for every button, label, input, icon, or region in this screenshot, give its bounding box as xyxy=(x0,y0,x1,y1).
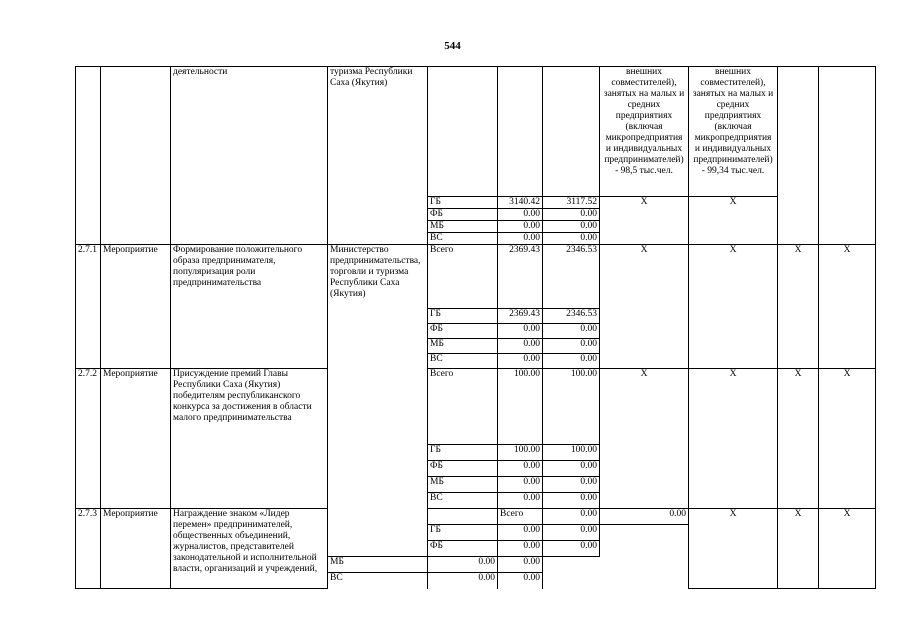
value-cell: 0.00 xyxy=(543,461,600,477)
value-cell: 0.00 xyxy=(498,573,543,589)
mark-cell: Х xyxy=(600,197,689,245)
value-cell: 0.00 xyxy=(498,221,543,233)
value-cell: 0.00 xyxy=(543,493,600,509)
table-row xyxy=(76,67,876,197)
page-number: 544 xyxy=(444,40,461,52)
mark-cell: Х xyxy=(819,509,876,589)
value-cell xyxy=(543,67,600,197)
source-cell: ФБ xyxy=(428,324,498,339)
source-cell: МБ xyxy=(428,221,498,233)
table-row xyxy=(76,509,876,525)
value-cell: 0.00 xyxy=(498,493,543,509)
activity-type: Мероприятие xyxy=(101,509,171,589)
value-cell: 100.00 xyxy=(543,369,600,445)
activity-responsible xyxy=(428,509,498,525)
source-cell: ВС xyxy=(428,354,498,369)
mark-cell: Х xyxy=(689,509,778,589)
value-cell: 0.00 xyxy=(498,541,543,557)
mark-cell: Х xyxy=(819,369,876,509)
value-cell: 0.00 xyxy=(498,324,543,339)
mark-cell: Х xyxy=(778,509,819,589)
value-cell: 2346.53 xyxy=(543,309,600,324)
activity-responsible: Министерство предпринимательства, торговли и туризма Республики Саха (Якутия) xyxy=(328,245,428,557)
value-cell: 0.00 xyxy=(498,339,543,354)
type-cell xyxy=(101,67,171,245)
source-cell: ФБ xyxy=(428,461,498,477)
activity-type: Мероприятие xyxy=(101,369,171,509)
source-cell: ГБ xyxy=(428,197,498,209)
source-cell: ФБ xyxy=(428,541,498,557)
code-cell xyxy=(76,67,101,245)
table-row xyxy=(76,245,876,309)
mark-cell: Х xyxy=(689,245,778,369)
source-cell: ВС xyxy=(328,573,428,589)
value-cell: 2369.43 xyxy=(498,245,543,309)
source-cell: ВС xyxy=(428,233,498,245)
value-cell: 0.00 xyxy=(543,354,600,369)
value-cell: 0.00 xyxy=(498,209,543,221)
source-cell: Всего xyxy=(428,369,498,445)
mark-cell: Х xyxy=(819,245,876,369)
source-cell: ВС xyxy=(428,493,498,509)
value-cell: 2346.53 xyxy=(543,245,600,309)
mark-cell: Х xyxy=(689,369,778,509)
value-cell: 0.00 xyxy=(498,233,543,245)
source-cell: МБ xyxy=(428,477,498,493)
activity-description: Формирование положительного образа предпринимателя, популяризация роли предпринимательства xyxy=(171,245,328,369)
value-cell: 100.00 xyxy=(498,369,543,445)
value-cell: 0.00 xyxy=(543,339,600,354)
activity-type: Мероприятие xyxy=(101,245,171,369)
source-cell: МБ xyxy=(428,339,498,354)
value-cell: 0.00 xyxy=(498,557,543,573)
value-cell: 0.00 xyxy=(600,509,689,525)
value-cell: 0.00 xyxy=(543,324,600,339)
mark-cell: Х xyxy=(600,369,689,509)
value-cell: 0.00 xyxy=(543,477,600,493)
activity-code: 2.7.1 xyxy=(76,245,101,369)
budget-table xyxy=(75,66,876,589)
indicator-cell: внешних совместителей), занятых на малых и средних предприятиях (включая микропредприятия и индивидуальных предпринимателей) - 98,5 тыс.чел. xyxy=(600,67,689,197)
table-row xyxy=(76,369,876,445)
value-cell: 0.00 xyxy=(543,541,600,557)
source-cell: ГБ xyxy=(428,525,498,541)
activity-code: 2.7.2 xyxy=(76,369,101,509)
value-cell: 0.00 xyxy=(498,477,543,493)
mark-cell: Х xyxy=(778,245,819,369)
value-cell: 0.00 xyxy=(428,557,498,573)
value-cell: 100.00 xyxy=(498,445,543,461)
value-cell: 0.00 xyxy=(543,509,600,525)
source-cell: МБ xyxy=(328,557,428,573)
indicator-cell: внешних совместителей), занятых на малых и средних предприятиях (включая микропредприятия и индивидуальных предпринимателей) - 99,34 тыс.чел. xyxy=(689,67,778,197)
mark-cell: Х xyxy=(778,369,819,509)
value-cell: 0.00 xyxy=(543,221,600,233)
value-cell: 2369.43 xyxy=(498,309,543,324)
source-cell: ГБ xyxy=(428,445,498,461)
source-cell: ФБ xyxy=(428,209,498,221)
value-cell xyxy=(498,67,543,197)
value-cell: 0.00 xyxy=(543,209,600,221)
activity-description: Присуждение премий Главы Республики Саха (Якутия) победителям республиканского конкурса за достижения в области малого предпринимательства xyxy=(171,369,328,509)
value-cell: 0.00 xyxy=(428,573,498,589)
value-cell: 0.00 xyxy=(498,461,543,477)
value-cell: 0.00 xyxy=(498,525,543,541)
mark-cell xyxy=(778,67,819,245)
value-cell: 0.00 xyxy=(543,525,600,541)
description-cell: деятельности xyxy=(171,67,328,245)
value-cell: 0.00 xyxy=(543,233,600,245)
source-cell: Всего xyxy=(498,509,543,525)
source-cell: ГБ xyxy=(428,309,498,324)
source-cell: Всего xyxy=(428,245,498,309)
mark-cell: Х xyxy=(689,197,778,245)
mark-cell: Х xyxy=(600,245,689,369)
value-cell: 0.00 xyxy=(498,354,543,369)
value-cell: 3140.42 xyxy=(498,197,543,209)
source-cell xyxy=(428,67,498,197)
activity-description: Награждение знаком «Лидер перемен» предпринимателей, общественных объединений, журналистов, представителей законодательной и исполнительной власти, организаций и учреждений, xyxy=(171,509,328,589)
activity-code: 2.7.3 xyxy=(76,509,101,589)
value-cell: 3117.52 xyxy=(543,197,600,209)
responsible-cell: туризма Республики Саха (Якутия) xyxy=(328,67,428,245)
value-cell: 100.00 xyxy=(543,445,600,461)
mark-cell xyxy=(819,67,876,245)
